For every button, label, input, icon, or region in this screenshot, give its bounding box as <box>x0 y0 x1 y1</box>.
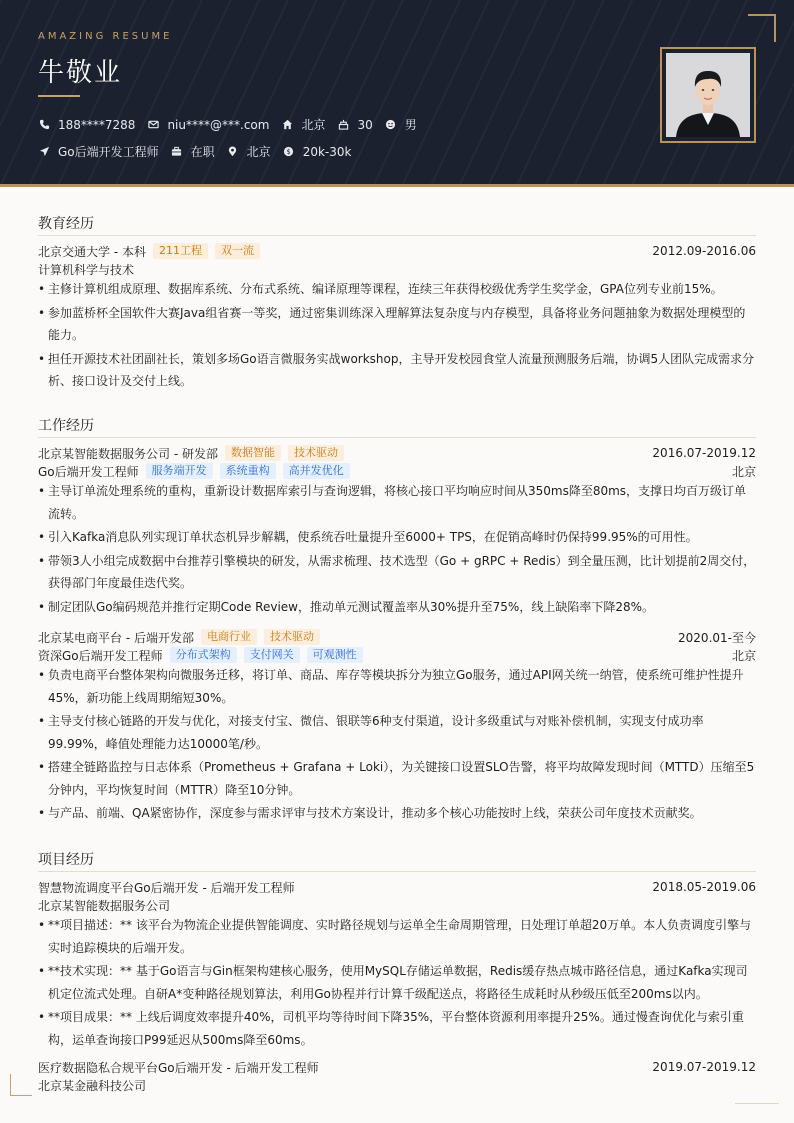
project-name: 智慧物流调度平台Go后端开发 - 后端开发工程师 <box>38 880 295 895</box>
phone-info <box>38 118 135 132</box>
gender-icon <box>385 119 397 131</box>
work-date: 2016.07-2019.12 <box>652 446 756 460</box>
work-date: 2020.01-至今 <box>678 630 756 645</box>
work-role-row <box>38 462 756 480</box>
school-tag: 211工程 <box>153 243 208 259</box>
role-tag: 可观测性 <box>307 647 363 663</box>
role-name: 资深Go后端开发工程师 <box>38 648 163 663</box>
role-tag: 服务端开发 <box>146 463 213 479</box>
resume-header <box>0 0 794 187</box>
list-item: • 制定团队Go编码规范并推行定期Code Review，推动单元测试覆盖率从30%提升至75%，线上缺陷率下降28%。 <box>38 596 756 619</box>
project-bullets <box>38 914 756 1052</box>
work-entry-header <box>38 444 756 462</box>
corner-ornament <box>735 1103 779 1104</box>
list-item: • 参加蓝桥杯全国软件大赛Java组省赛一等奖，通过密集训练深入理解算法复杂度与内存模型，具备将业务问题抽象为数据处理模型的能力。 <box>38 302 756 347</box>
gender-info <box>385 116 417 133</box>
project-entry-header <box>38 878 756 896</box>
list-item: • 担任开源技术社团副社长，策划多场Go语言微服务实战workshop，主导开发校园食堂人流量预测服务后端，协调5人团队完成需求分析、接口设计及交付上线。 <box>38 348 756 393</box>
role-tag: 分布式架构 <box>170 647 237 663</box>
list-item: • **项目描述：** 该平台为物流企业提供智能调度、实时路径规划与运单全生命周期管理，日处理订单超20万单。本人负责调度引擎与实时追踪模块的后端开发。 <box>38 914 756 959</box>
project-date: 2018.05-2019.06 <box>652 880 756 894</box>
work-bullets <box>38 480 756 619</box>
work-location: 北京 <box>731 648 756 663</box>
company-tag: 电商行业 <box>201 629 257 645</box>
phone-text: 188****7288 <box>58 117 136 132</box>
section-title-work: 工作经历 <box>38 418 94 434</box>
location-pin-icon <box>227 146 239 158</box>
list-item: • 主导支付核心链路的开发与优化，对接支付宝、微信、银联等6种支付渠道，设计多级重试与对账补偿机制，实现支付成功率99.99%，峰值处理能力达10000笔/秒。 <box>38 710 756 755</box>
home-icon <box>281 119 293 131</box>
project-company-row <box>38 1076 756 1094</box>
contact-row <box>38 116 429 133</box>
job-status-text: 在职 <box>190 145 215 159</box>
list-item: • 带领3人小组完成数据中台推荐引擎模块的研发，从需求梳理、技术选型（Go + gRPC + Redis）到全量压测，比计划提前2周交付，获得部门年度最佳迭代奖。 <box>38 550 756 595</box>
role-tag: 系统重构 <box>220 463 276 479</box>
company-name: 北京某电商平台 - 后端开发部 <box>38 630 194 645</box>
salary-icon <box>283 146 295 158</box>
work-bullets <box>38 664 756 826</box>
profile-photo <box>666 53 750 137</box>
briefcase-icon <box>171 146 183 158</box>
target-city-text: 北京 <box>246 145 271 159</box>
list-item: • 负责电商平台整体架构向微服务迁移，将订单、商品、库存等模块拆分为独立Go服务，通过API网关统一纳管，使系统可维护性提升45%，新功能上线周期缩短30%。 <box>38 664 756 709</box>
section-divider <box>38 871 756 872</box>
list-item: • 搭建全链路监控与日志体系（Prometheus + Grafana + Loki），为关键接口设置SLO告警，将平均故障发现时间（MTTD）压缩至5分钟内，平均恢复时间（MTTR）降至10分钟。 <box>38 756 756 801</box>
project-company: 北京某金融科技公司 <box>38 1078 147 1093</box>
section-divider <box>38 235 756 236</box>
profile-photo-frame <box>660 47 756 143</box>
send-icon <box>38 146 50 158</box>
project-name: 医疗数据隐私合规平台Go后端开发 - 后端开发工程师 <box>38 1060 319 1075</box>
email-text: niu****@***.com <box>167 117 270 132</box>
svg-text:$: $ <box>286 147 291 156</box>
company-tag: 技术驱动 <box>288 445 344 461</box>
brand-label: AMAZING RESUME <box>38 31 173 42</box>
cake-icon <box>337 119 349 131</box>
list-item: • 主修计算机组成原理、数据库系统、分布式系统、编译原理等课程，连续三年获得校级优秀学生奖学金，GPA位列专业前15%。 <box>38 278 756 301</box>
corner-ornament <box>748 14 776 42</box>
school-tag: 双一流 <box>215 243 260 259</box>
project-company-row <box>38 896 756 914</box>
target-role-info <box>38 143 159 160</box>
education-major-row <box>38 260 756 278</box>
email-info <box>147 118 269 132</box>
list-item: • **项目成果：** 上线后调度效率提升40%，司机平均等待时间下降35%，平台整体资源利用率提升25%。通过慢查询优化与索引重构，运单查询接口P99延迟从500ms降至60ms。 <box>38 1006 756 1051</box>
candidate-name: 牛敬业 <box>38 58 123 88</box>
phone-icon <box>38 119 50 131</box>
education-entry-header <box>38 242 756 260</box>
target-role-text: Go后端开发工程师 <box>58 145 159 159</box>
job-status-info <box>171 143 215 160</box>
role-name: Go后端开发工程师 <box>38 464 139 479</box>
mail-icon <box>147 119 159 131</box>
project-entry-header <box>38 1058 756 1076</box>
work-role-row <box>38 646 756 664</box>
education-bullets <box>38 278 756 394</box>
major-name: 计算机科学与技术 <box>38 262 135 277</box>
city-info <box>281 116 325 133</box>
corner-ornament <box>10 1074 32 1096</box>
project-date: 2019.07-2019.12 <box>652 1060 756 1074</box>
work-entry-header <box>38 628 756 646</box>
education-date: 2012.09-2016.06 <box>652 244 756 258</box>
target-city-info <box>227 143 271 160</box>
company-name: 北京某智能数据服务公司 - 研发部 <box>38 446 218 461</box>
section-divider <box>38 437 756 438</box>
city-text: 北京 <box>301 118 326 132</box>
role-tag: 高并发优化 <box>283 463 350 479</box>
list-item: • 与产品、前端、QA紧密协作，深度参与需求评审与技术方案设计，推动多个核心功能按时上线，荣获公司年度技术贡献奖。 <box>38 802 756 825</box>
company-tag: 数据智能 <box>225 445 281 461</box>
school-name: 北京交通大学 - 本科 <box>38 244 146 259</box>
section-title-projects: 项目经历 <box>38 852 94 868</box>
age-info <box>337 118 372 132</box>
section-title-education: 教育经历 <box>38 216 94 232</box>
list-item: • 主导订单流处理系统的重构，重新设计数据库索引与查询逻辑，将核心接口平均响应时间从350ms降至80ms，支撑日均百万级订单流转。 <box>38 480 756 525</box>
salary-info <box>283 145 352 159</box>
job-intent-row <box>38 143 363 160</box>
project-company: 北京某智能数据服务公司 <box>38 898 171 913</box>
work-location: 北京 <box>731 464 756 479</box>
company-tag: 技术驱动 <box>264 629 320 645</box>
role-tag: 支付网关 <box>244 647 300 663</box>
age-text: 30 <box>357 117 373 132</box>
list-item: • **技术实现：** 基于Go语言与Gin框架构建核心服务，使用MySQL存储运单数据，Redis缓存热点城市路径信息，通过Kafka实现司机定位流式处理。自研A*变种路径规划算法，利用Go协程并行计算千级配送点，将路径生成耗时从秒级压低至200ms以内。 <box>38 960 756 1005</box>
name-underline <box>38 95 80 97</box>
gender-text: 男 <box>404 118 417 132</box>
salary-text: 20k-30k <box>302 144 352 159</box>
list-item: • 引入Kafka消息队列实现订单状态机异步解耦，使系统吞吐量提升至6000+ TPS，在促销高峰时仍保持99.95%的可用性。 <box>38 526 756 549</box>
